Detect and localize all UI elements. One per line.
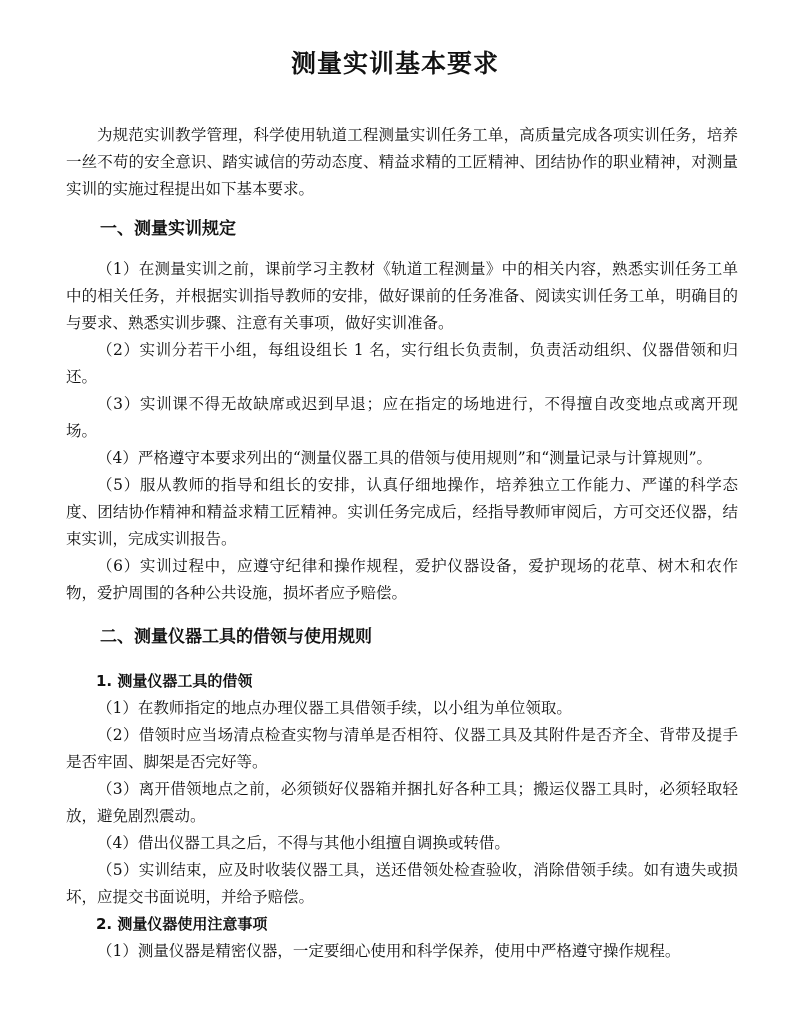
intro-paragraph: 为规范实训教学管理，科学使用轨道工程测量实训任务工单，高质量完成各项实训任务，培养一丝不苟的安全意识、踏实诚信的劳动态度、精益求精的工匠精神、团结协作的职业精神，对测量实训的实施过程提出如下基本要求。 — [66, 126, 738, 198]
borrowing-item-4: （4）借出仪器工具之后，不得与其他小组擅自调换或转借。 — [97, 834, 510, 852]
borrowing-item-2: （2）借领时应当场清点检查实物与清单是否相符、仪器工具及其附件是否齐全、背带及提手是否牢固、脚架是否完好等。 — [66, 726, 738, 771]
borrowing-item-5: （5）实训结束，应及时收装仪器工具，送还借领处检查验收，消除借领手续。如有遗失或损坏，应提交书面说明，并给予赔偿。 — [66, 861, 738, 906]
regulation-item-5: （5）服从教师的指导和组长的安排，认真仔细地操作，培养独立工作能力、严谨的科学态度、团结协作精神和精益求精工匠精神。实训任务完成后，经指导教师审阅后，方可交还仪器，结束实训，完成实训报告。 — [66, 476, 738, 548]
regulation-item-6: （6）实训过程中，应遵守纪律和操作规程，爱护仪器设备，爱护现场的花草、树木和农作物，爱护周围的各种公共设施，损坏者应予赔偿。 — [66, 557, 738, 602]
document-body — [66, 122, 738, 965]
page-title: 测量实训基本要求 — [290, 49, 499, 78]
section-heading-regulations: 一、测量实训规定 — [100, 219, 236, 239]
borrowing-item-1: （1）在教师指定的地点办理仪器工具借领手续，以小组为单位领取。 — [97, 699, 572, 717]
regulation-item-3: （3）实训课不得无故缺席或迟到早退；应在指定的场地进行，不得擅自改变地点或离开现场。 — [66, 395, 738, 440]
usage-note-item-1: （1）测量仪器是精密仪器，一定要细心使用和科学保养，使用中严格遵守操作规程。 — [97, 942, 681, 960]
regulation-item-2: （2）实训分若干小组，每组设组长 1 名，实行组长负责制，负责活动组织、仪器借领和归还。 — [66, 341, 738, 386]
borrowing-item-3: （3）离开借领地点之前，必须锁好仪器箱并捆扎好各种工具；搬运仪器工具时，必须轻取轻放，避免剧烈震动。 — [66, 780, 738, 825]
subsection-heading-borrowing: 1. 测量仪器工具的借领 — [96, 672, 253, 690]
regulation-item-1: （1）在测量实训之前，课前学习主教材《轨道工程测量》中的相关内容，熟悉实训任务工单中的相关任务，并根据实训指导教师的安排，做好课前的任务准备、阅读实训任务工单，明确目的与要求、熟悉实训步骤、注意有关事项，做好实训准备。 — [66, 260, 738, 332]
regulation-item-4: （4）严格遵守本要求列出的“测量仪器工具的借领与使用规则”和“测量记录与计算规则”。 — [97, 449, 713, 467]
section-heading-instrument-rules: 二、测量仪器工具的借领与使用规则 — [100, 627, 372, 647]
subsection-heading-usage-notes: 2. 测量仪器使用注意事项 — [96, 915, 268, 933]
